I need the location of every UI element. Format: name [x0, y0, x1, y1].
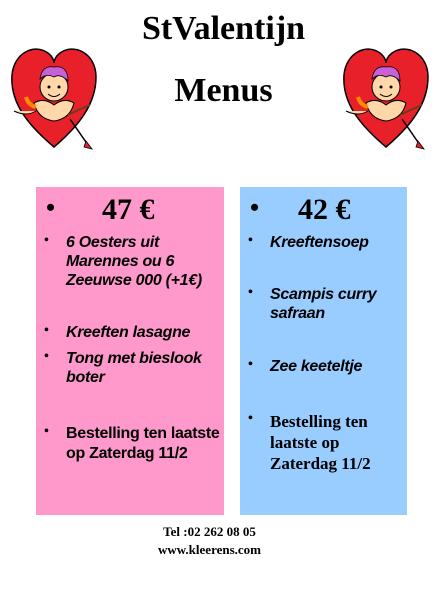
menu-item: • 6 Oesters uit Marennes ou 6 Zeeuwse 000 (+1€) [40, 233, 220, 290]
phone-number: Tel :02 262 08 05 [163, 524, 256, 539]
menu-item-text: Zee keeteltje [270, 358, 363, 375]
menu-item: • Kreeften lasagne [40, 323, 220, 342]
menu-item: • Tong met bieslook boter [40, 349, 220, 387]
price-row [244, 193, 401, 233]
menu-item-text: Kreeftensoep [270, 234, 369, 251]
page-title: StValentijn [141, 10, 306, 47]
menu-item-text: Kreeften lasagne [66, 324, 191, 341]
menu-price: 42 € [298, 193, 351, 226]
menu-panel-47 [36, 187, 224, 515]
menu-item: • Bestelling ten laatste op Zaterdag 11/2 [244, 411, 403, 474]
cupid-heart-icon [340, 35, 432, 155]
menu-item: • Bestelling ten laatste op Zaterdag 11/2 [44, 424, 220, 462]
cupid-heart-icon [8, 35, 100, 155]
menu-item: • Zee keeteltje [244, 357, 403, 376]
order-deadline: Bestelling ten laatste op Zaterdag 11/2 [270, 412, 371, 473]
menu-item-text: Scampis curry safraan [270, 286, 377, 322]
price-row [40, 193, 218, 233]
menu-item: • Kreeftensoep [244, 233, 403, 252]
menu-item-text: Tong met bieslook boter [66, 350, 202, 386]
menu-panel-42 [240, 187, 407, 515]
page-subtitle: Menus [174, 72, 273, 109]
website-link[interactable]: www.kleerens.com [157, 542, 262, 557]
menu-item: • Scampis curry safraan [244, 285, 403, 323]
bullet: • [46, 193, 56, 222]
order-deadline: Bestelling ten laatste op Zaterdag 11/2 [66, 425, 220, 462]
bullet: • [250, 193, 260, 222]
menu-price: 47 € [102, 193, 155, 226]
menu-item-text: 6 Oesters uit Marennes ou 6 Zeeuwse 000 (+1€) [66, 234, 202, 289]
